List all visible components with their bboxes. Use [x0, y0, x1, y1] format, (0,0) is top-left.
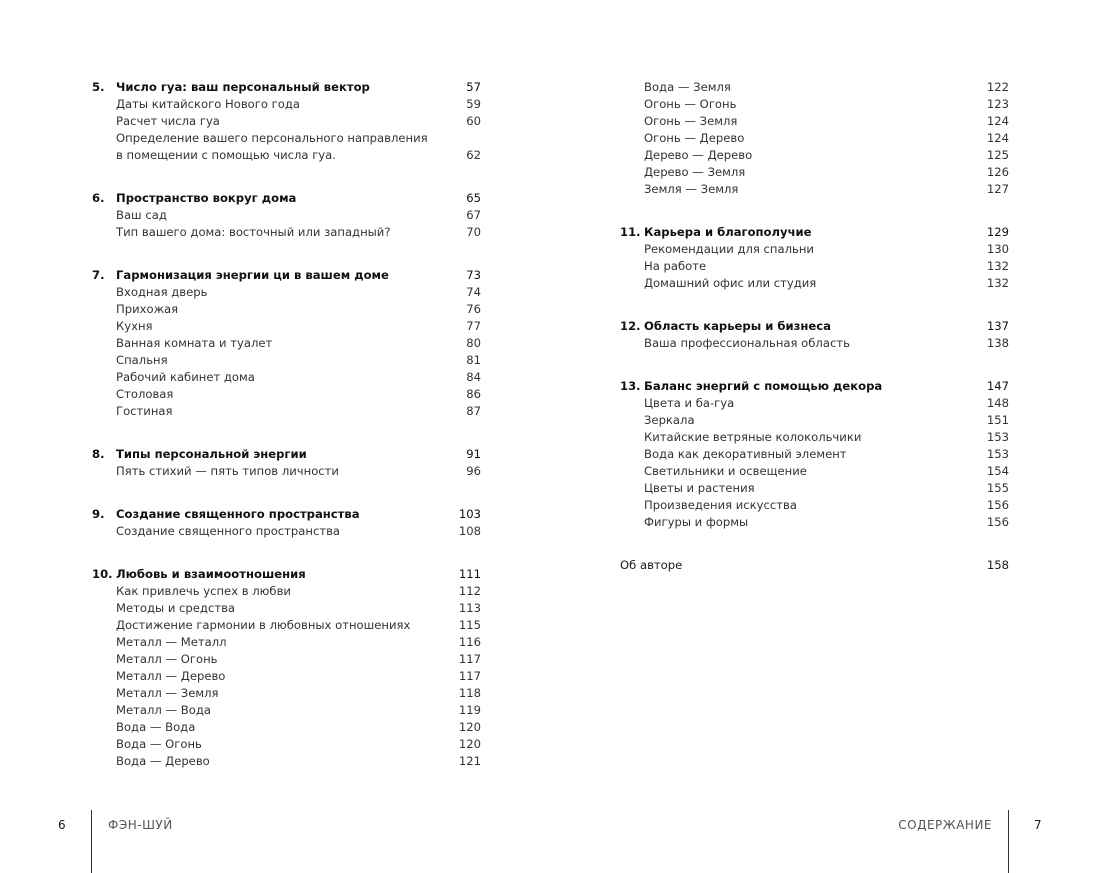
left-footer-divider	[91, 810, 92, 873]
toc-entry[interactable]	[92, 284, 481, 301]
chapter-number: 5.	[92, 80, 105, 94]
toc-entry[interactable]	[620, 446, 1009, 463]
toc-entry[interactable]	[92, 96, 481, 113]
entry-title: Спальня	[116, 353, 168, 367]
entry-title: Рабочий кабинет дома	[116, 370, 255, 384]
toc-section-gap	[92, 540, 481, 566]
toc-entry[interactable]	[620, 557, 1009, 574]
entry-page-number: 70	[466, 225, 481, 239]
toc-entry[interactable]	[620, 412, 1009, 429]
toc-entry[interactable]	[92, 318, 481, 335]
entry-page-number: 151	[986, 413, 1009, 427]
entry-page-number: 153	[986, 447, 1009, 461]
entry-page-number: 138	[986, 336, 1009, 350]
toc-section-gap	[92, 164, 481, 190]
entry-page-number: 112	[458, 584, 481, 598]
entry-title: Об авторе	[620, 558, 683, 572]
entry-title: Создание священного пространства	[116, 524, 341, 538]
toc-entry[interactable]	[92, 702, 481, 719]
entry-title: Дерево — Дерево	[644, 148, 753, 162]
toc-entry[interactable]	[92, 651, 481, 668]
entry-title: Светильники и освещение	[644, 464, 807, 478]
entry-title: Входная дверь	[116, 285, 208, 299]
entry-page-number: 86	[466, 387, 481, 401]
entry-page-number: 65	[466, 191, 481, 205]
entry-page-number: 148	[986, 396, 1009, 410]
entry-title: Создание священного пространства	[116, 507, 360, 521]
entry-title: Методы и средства	[116, 601, 236, 615]
entry-title: Огонь — Огонь	[644, 97, 737, 111]
entry-title: Тип вашего дома: восточный или западный?	[116, 225, 391, 239]
entry-page-number: 124	[986, 131, 1009, 145]
toc-entry[interactable]	[620, 514, 1009, 531]
entry-page-number: 59	[466, 97, 481, 111]
entry-page-number: 126	[986, 165, 1009, 179]
entry-page-number: 120	[458, 720, 481, 734]
toc-section-gap	[620, 198, 1009, 224]
entry-title: Металл — Земля	[116, 686, 219, 700]
toc-chapter-entry[interactable]	[620, 318, 1009, 335]
entry-title: Китайские ветряные колокольчики	[644, 430, 862, 444]
chapter-number: 11.	[620, 225, 641, 239]
entry-page-number: 62	[466, 148, 481, 162]
entry-page-number: 147	[986, 379, 1009, 393]
entry-title: Пять стихий — пять типов личности	[116, 464, 339, 478]
toc-entry[interactable]	[92, 685, 481, 702]
toc-entry[interactable]	[620, 164, 1009, 181]
toc-entry[interactable]	[92, 523, 481, 540]
entry-page-number: 124	[986, 114, 1009, 128]
entry-page-number: 130	[986, 242, 1009, 256]
toc-entry[interactable]	[92, 668, 481, 685]
entry-title: Рекомендации для спальни	[644, 242, 814, 256]
entry-title: Вода — Вода	[116, 720, 196, 734]
toc-chapter-entry[interactable]	[620, 224, 1009, 241]
entry-page-number: 119	[458, 703, 481, 717]
entry-page-number: 123	[986, 97, 1009, 111]
entry-page-number: 57	[466, 80, 481, 94]
chapter-number: 10.	[92, 567, 113, 581]
right-page-number: 7	[1034, 818, 1042, 832]
toc-entry[interactable]	[92, 147, 481, 164]
toc-entry[interactable]	[620, 395, 1009, 412]
entry-title: Достижение гармонии в любовных отношениях	[116, 618, 411, 632]
toc-entry[interactable]	[92, 386, 481, 403]
entry-page-number: 158	[986, 558, 1009, 572]
entry-title: Металл — Дерево	[116, 669, 226, 683]
toc-entry[interactable]	[92, 719, 481, 736]
chapter-number: 9.	[92, 507, 105, 521]
entry-title: Определение вашего персонального направления	[116, 131, 428, 145]
entry-title: Расчет числа гуа	[116, 114, 220, 128]
entry-page-number: 81	[466, 353, 481, 367]
entry-page-number: 154	[986, 464, 1009, 478]
entry-title: Ваша профессиональная область	[644, 336, 850, 350]
entry-page-number: 80	[466, 336, 481, 350]
toc-entry[interactable]	[620, 275, 1009, 292]
entry-page-number: 117	[458, 669, 481, 683]
entry-page-number: 84	[466, 370, 481, 384]
entry-page-number: 127	[986, 182, 1009, 196]
entry-title: Кухня	[116, 319, 153, 333]
toc-right-column	[620, 79, 1009, 574]
entry-page-number: 76	[466, 302, 481, 316]
toc-entry[interactable]	[92, 600, 481, 617]
entry-page-number: 118	[458, 686, 481, 700]
toc-chapter-entry[interactable]	[92, 506, 481, 523]
chapter-number: 7.	[92, 268, 105, 282]
entry-title: Столовая	[116, 387, 174, 401]
entry-title: Зеркала	[644, 413, 695, 427]
toc-chapter-entry[interactable]	[92, 267, 481, 284]
entry-page-number: 108	[458, 524, 481, 538]
entry-page-number: 122	[986, 80, 1009, 94]
entry-page-number: 77	[466, 319, 481, 333]
entry-page-number: 115	[458, 618, 481, 632]
entry-title: Баланс энергий с помощью декора	[644, 379, 883, 393]
toc-left-column	[92, 79, 481, 770]
toc-chapter-entry[interactable]	[92, 446, 481, 463]
toc-section-gap	[92, 241, 481, 267]
right-footer-divider	[1008, 810, 1009, 873]
entry-page-number: 137	[986, 319, 1009, 333]
chapter-number: 12.	[620, 319, 641, 333]
toc-entry[interactable]	[92, 736, 481, 753]
entry-page-number: 132	[986, 276, 1009, 290]
left-page-number: 6	[58, 818, 66, 832]
entry-title: Вода — Дерево	[116, 754, 210, 768]
entry-page-number: 125	[986, 148, 1009, 162]
toc-section-gap	[620, 352, 1009, 378]
entry-title: Вода — Огонь	[116, 737, 202, 751]
entry-title: Металл — Металл	[116, 635, 227, 649]
toc-entry[interactable]	[92, 617, 481, 634]
toc-entry[interactable]	[92, 583, 481, 600]
entry-title: Типы персональной энергии	[116, 447, 307, 461]
toc-entry[interactable]	[92, 113, 481, 130]
entry-title: Дерево — Земля	[644, 165, 746, 179]
toc-entry[interactable]	[620, 241, 1009, 258]
toc-chapter-entry[interactable]	[92, 190, 481, 207]
toc-entry[interactable]	[620, 463, 1009, 480]
entry-title: Карьера и благополучие	[644, 225, 812, 239]
entry-title: Огонь — Дерево	[644, 131, 745, 145]
chapter-number: 6.	[92, 191, 105, 205]
toc-entry[interactable]	[620, 147, 1009, 164]
toc-entry[interactable]	[620, 79, 1009, 96]
entry-page-number: 111	[458, 567, 481, 581]
entry-title: Произведения искусства	[644, 498, 797, 512]
toc-entry[interactable]	[92, 753, 481, 770]
entry-page-number: 103	[458, 507, 481, 521]
entry-page-number: 113	[458, 601, 481, 615]
entry-title: Цвета и ба-гуа	[644, 396, 735, 410]
entry-title: Фигуры и формы	[644, 515, 749, 529]
right-running-title: СОДЕРЖАНИЕ	[898, 818, 992, 832]
toc-chapter-entry[interactable]	[92, 79, 481, 96]
left-running-title: ФЭН-ШУЙ	[108, 818, 173, 832]
toc-section-gap	[620, 531, 1009, 557]
entry-page-number: 60	[466, 114, 481, 128]
toc-chapter-entry[interactable]	[620, 378, 1009, 395]
toc-chapter-entry[interactable]	[92, 566, 481, 583]
entry-page-number: 156	[986, 498, 1009, 512]
toc-entry[interactable]	[620, 258, 1009, 275]
entry-title: Ванная комната и туалет	[116, 336, 273, 350]
entry-page-number: 116	[458, 635, 481, 649]
entry-page-number: 91	[466, 447, 481, 461]
entry-page-number: 121	[458, 754, 481, 768]
entry-page-number: 155	[986, 481, 1009, 495]
entry-title: Земля — Земля	[644, 182, 739, 196]
toc-entry[interactable]	[92, 369, 481, 386]
entry-title: в помещении с помощью числа гуа.	[116, 148, 336, 162]
toc-entry[interactable]	[92, 352, 481, 369]
toc-entry[interactable]	[620, 335, 1009, 352]
toc-entry[interactable]	[92, 130, 481, 147]
entry-title: Огонь — Земля	[644, 114, 738, 128]
entry-title: На работе	[644, 259, 707, 273]
toc-entry[interactable]	[92, 335, 481, 352]
chapter-number: 13.	[620, 379, 641, 393]
entry-title: Вода — Земля	[644, 80, 731, 94]
entry-page-number: 156	[986, 515, 1009, 529]
entry-title: Ваш сад	[116, 208, 167, 222]
toc-entry[interactable]	[620, 480, 1009, 497]
entry-title: Пространство вокруг дома	[116, 191, 297, 205]
entry-page-number: 96	[466, 464, 481, 478]
entry-page-number: 117	[458, 652, 481, 666]
entry-title: Вода как декоративный элемент	[644, 447, 847, 461]
entry-title: Прихожая	[116, 302, 179, 316]
entry-title: Домашний офис или студия	[644, 276, 817, 290]
toc-entry[interactable]	[620, 497, 1009, 514]
entry-title: Область карьеры и бизнеса	[644, 319, 831, 333]
entry-page-number: 153	[986, 430, 1009, 444]
toc-section-gap	[620, 292, 1009, 318]
toc-entry[interactable]	[620, 181, 1009, 198]
toc-entry[interactable]	[620, 429, 1009, 446]
entry-title: Цветы и растения	[644, 481, 755, 495]
toc-entry[interactable]	[92, 301, 481, 318]
toc-section-gap	[92, 420, 481, 446]
toc-entry[interactable]	[92, 224, 481, 241]
toc-entry[interactable]	[620, 96, 1009, 113]
entry-page-number: 74	[466, 285, 481, 299]
entry-page-number: 73	[466, 268, 481, 282]
toc-entry[interactable]	[92, 403, 481, 420]
entry-page-number: 132	[986, 259, 1009, 273]
toc-entry[interactable]	[92, 463, 481, 480]
toc-entry[interactable]	[92, 634, 481, 651]
entry-title: Металл — Огонь	[116, 652, 218, 666]
entry-title: Число гуа: ваш персональный вектор	[116, 80, 370, 94]
entry-title: Как привлечь успех в любви	[116, 584, 291, 598]
entry-page-number: 129	[986, 225, 1009, 239]
toc-entry[interactable]	[92, 207, 481, 224]
entry-page-number: 87	[466, 404, 481, 418]
entry-title: Любовь и взаимоотношения	[116, 567, 306, 581]
entry-title: Гостиная	[116, 404, 173, 418]
entry-title: Даты китайского Нового года	[116, 97, 300, 111]
toc-entry[interactable]	[620, 130, 1009, 147]
toc-entry[interactable]	[620, 113, 1009, 130]
entry-title: Металл — Вода	[116, 703, 211, 717]
toc-section-gap	[92, 480, 481, 506]
entry-page-number: 120	[458, 737, 481, 751]
entry-title: Гармонизация энергии ци в вашем доме	[116, 268, 389, 282]
entry-page-number: 67	[466, 208, 481, 222]
chapter-number: 8.	[92, 447, 105, 461]
